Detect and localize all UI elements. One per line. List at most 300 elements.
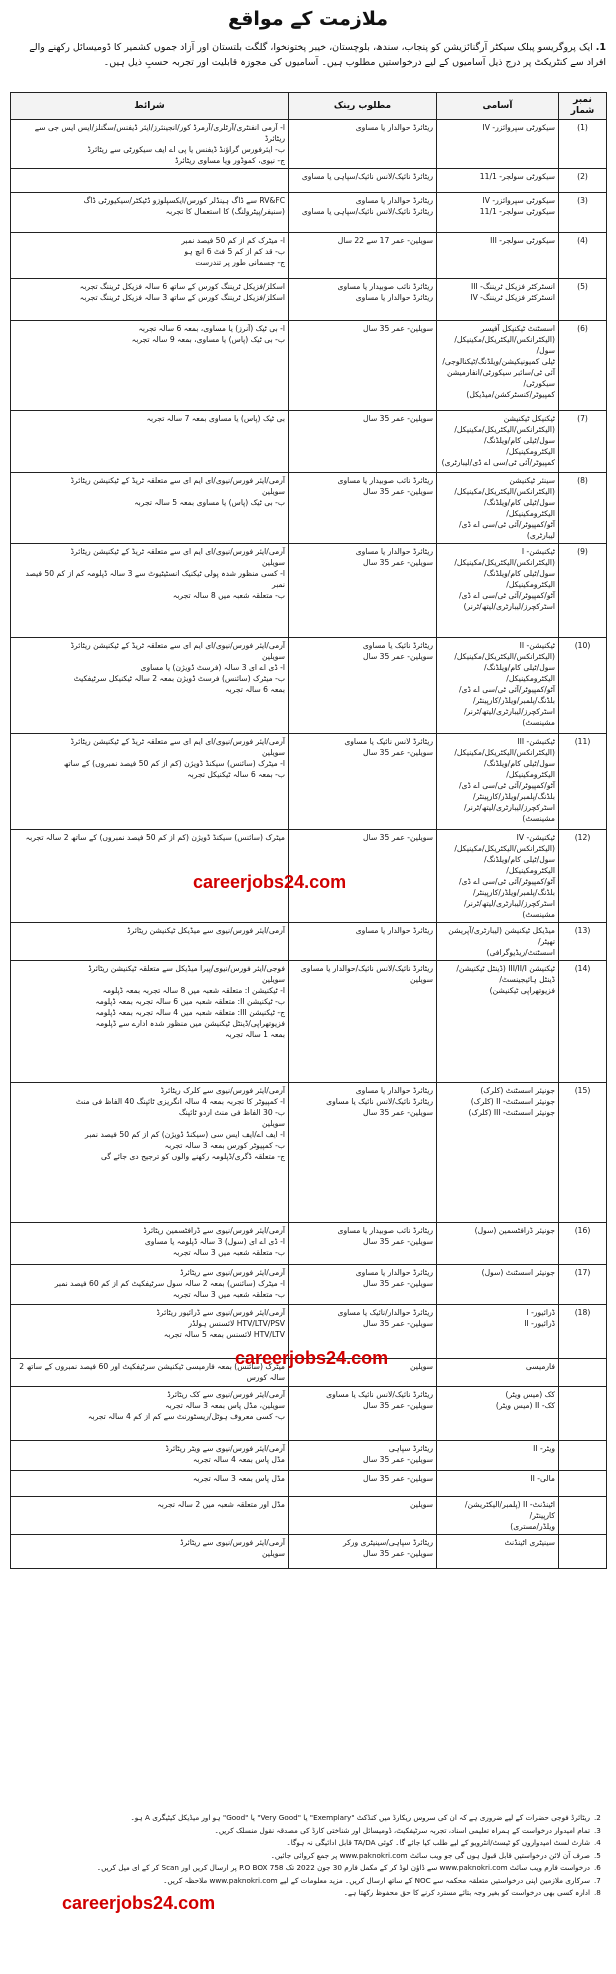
condition-line: ب- متعلقہ شعبہ میں 3 سالہ تجربہ [172, 1290, 285, 1299]
table-row [11, 1471, 607, 1497]
post-line: سینیٹری اٹینڈنٹ [504, 1538, 555, 1547]
row-serial-number: (14) [559, 961, 607, 1083]
post-line: جونیئر اسسٹنٹ- II (کلرک) [470, 1097, 555, 1106]
row-serial-number: (16) [559, 1223, 607, 1265]
row-post-cell [437, 734, 559, 830]
condition-line: ب- متعلقہ شعبہ میں 8 سالہ تجربہ [172, 591, 285, 600]
condition-line: ب- بی ٹیک (پاس) یا مساوی بمعہ 5 سالہ تجربہ [134, 498, 285, 507]
condition-line: ا- ٹیکنیشن I: متعلقہ شعبہ میں 8 سالہ تجربہ بمعہ ڈپلومہ [102, 986, 285, 995]
row-rank-cell [289, 1387, 437, 1441]
post-line: آٹو/کمپیوٹر/آئی ٹی/سی اے ڈی/ [458, 877, 555, 886]
row-conditions-cell [11, 193, 289, 233]
note-number: 8. [594, 1888, 601, 1897]
row-serial-number [559, 1441, 607, 1471]
row-conditions-cell [11, 321, 289, 411]
post-line: کک (میس ویٹر) [505, 1390, 555, 1399]
row-post-cell [437, 1305, 559, 1359]
condition-line: اسکلز/فزیکل ٹریننگ کورس کے ساتھ 6 سالہ فزیکل ٹریننگ تجربہ [79, 282, 285, 291]
rank-line: ریٹائرڈ حوالدار یا مساوی [355, 926, 433, 935]
row-rank-cell [289, 1441, 437, 1471]
rank-line: ریٹائرڈ حوالدار یا مساوی [355, 123, 433, 132]
post-line: سول/ٹیلی کام/ویلڈنگ/الیکٹرومکینیکل/ [484, 663, 555, 683]
row-serial-number [559, 1497, 607, 1535]
row-post-cell [437, 1359, 559, 1387]
rank-line: ریٹائرڈ نائب صوبیدار یا مساوی [337, 1226, 433, 1235]
rank-line: سویلین- عمر 35 سال [363, 1319, 433, 1328]
condition-line: آرمی/ایئر فورس/نیوی سے ڈرافٹسمین ریٹائرڈ [143, 1226, 285, 1235]
post-line: ٹیکنیکل ٹیکنیشن [503, 414, 555, 423]
row-rank-cell [289, 734, 437, 830]
post-line: سیکورٹی سولجر- 11/1 [479, 207, 555, 216]
condition-line: ا- آرمی انفنٹری/آرٹلری/آرمرڈ کور/انجینئرز/ایئر ڈیفنس/سگنلز/ایس ایس جی سے ریٹائرڈ [34, 123, 285, 143]
condition-line: سویلین [262, 1119, 285, 1128]
condition-line: ج- ٹیکنیشن III: متعلقہ شعبہ میں 4 سالہ تجربہ بمعہ ڈپلومہ [95, 1008, 285, 1017]
rank-line: سویلین- عمر 35 سال [363, 1549, 433, 1558]
rank-line: سویلین- عمر 35 سال [363, 1108, 433, 1117]
table-row [11, 233, 607, 279]
note-item [10, 1850, 606, 1863]
rank-line: سویلین- عمر 35 سال [363, 1279, 433, 1288]
post-line: سول/ٹیلی کام/ویلڈنگ/الیکٹرومکینیکل/ [484, 498, 555, 518]
rank-line: سویلین- عمر 35 سال [363, 414, 433, 423]
post-line: بلڈنگ/پلمبر/ویلڈر/کارپینٹر/ [473, 888, 555, 897]
condition-line: میٹرک (سائنس) بمعہ فارمیسی ٹیکنیشن سرٹیفکیٹ اور 60 فیصد نمبروں کے ساتھ 2 سالہ کورس [19, 1362, 285, 1382]
table-row [11, 923, 607, 961]
rank-line: ریٹائرڈ نائیک/لانس نائیک یا مساوی [326, 1097, 433, 1106]
condition-line: آرمی/ایئر فورس/نیوی سے ریٹائرڈ [180, 1538, 285, 1547]
row-rank-cell [289, 961, 437, 1083]
post-line: ڈرائیور- I [526, 1308, 555, 1317]
post-line: کمپیوٹر/آئی ٹی/سی اے ڈی/لیبارٹری) [441, 458, 555, 467]
post-line: سیکورٹی سپروائزر- IV [482, 123, 555, 132]
condition-line: RV&FC سے ڈاگ ہینڈلر کورس/ایکسپلوزو ڈٹیکٹر/سیکیورٹی ڈاگ [83, 196, 285, 205]
condition-line: مڈل پاس بمعہ 3 سالہ تجربہ [192, 1474, 285, 1483]
post-line: جونیئر اسسٹنٹ (کلرک) [480, 1086, 555, 1095]
row-post-cell [437, 961, 559, 1083]
rank-line: ریٹائرڈ نائیک/لانس نائیک/سپاہی یا مساوی [301, 207, 433, 216]
row-post-cell [437, 169, 559, 193]
footer-watermark: careerjobs24.com [62, 1893, 216, 1913]
row-rank-cell [289, 279, 437, 321]
table-row [11, 1223, 607, 1265]
condition-line: آرمی/ایئر فورس/نیوی/ای ایم ای سے متعلقہ ٹریڈ کے ٹیکنیشن ریٹائرڈ [70, 737, 285, 746]
note-text: ادارہ کسی بھی درخواست کو بغیر وجہ بتائے مسترد کرنے کا حق محفوظ رکھتا ہے۔ [343, 1888, 590, 1897]
condition-line: HTV/LTV/PSV لائسنس ہولڈر [188, 1319, 285, 1328]
rank-line: ریٹائرڈ حوالدار/نائیک یا مساوی [337, 1308, 433, 1317]
row-serial-number: (18) [559, 1305, 607, 1359]
condition-line: بی ٹیک (پاس) یا مساوی بمعہ 7 سالہ تجربہ [146, 414, 285, 423]
page-title: ملازمت کے مواقع [227, 8, 389, 30]
post-line: میڈیکل ٹیکنیشن (لیبارٹری/آپریشن تھیٹر/ [448, 926, 555, 946]
row-post-cell [437, 233, 559, 279]
condition-line: ا- میٹرک (سائنس) بمعہ 2 سالہ سول سرٹیفکیٹ کم از کم 60 فیصد نمبر [54, 1279, 285, 1288]
row-serial-number: (8) [559, 473, 607, 544]
post-line: جونیئر اسسٹنٹ- III (کلرک) [468, 1108, 555, 1117]
row-post-cell [437, 923, 559, 961]
row-conditions-cell [11, 1497, 289, 1535]
table-row [11, 544, 607, 638]
post-line: ٹیکنیشن- III [517, 737, 555, 746]
post-line: (الیکٹرانکس/الیکٹریکل/مکینیکل/ [454, 487, 555, 496]
rank-line: ریٹائرڈ نائیک/لانس نائیک/سپاہی یا مساوی [301, 172, 433, 181]
row-post-cell [437, 1471, 559, 1497]
row-rank-cell [289, 923, 437, 961]
note-item [10, 1812, 606, 1825]
condition-line: ب- ٹیکنیشن II: متعلقہ شعبہ میں 6 سالہ تجربہ بمعہ ڈپلومہ [95, 997, 285, 1006]
note-item [10, 1875, 606, 1888]
condition-line: HTV/LTV لائسنس بمعہ 5 سالہ تجربہ [163, 1330, 285, 1339]
note-number: 7. [594, 1875, 601, 1885]
row-serial-number [559, 1535, 607, 1569]
rank-line: سویلین- عمر 17 سے 22 سال [337, 236, 433, 245]
post-line: (الیکٹرانکس/الیکٹریکل/مکینیکل/ [454, 558, 555, 567]
note-item [10, 1825, 606, 1838]
row-rank-cell [289, 120, 437, 169]
row-rank-cell [289, 473, 437, 544]
row-rank-cell [289, 321, 437, 411]
condition-line: ب- بی ٹیک (پاس) یا مساوی، بمعہ 9 سالہ تجربہ [131, 335, 285, 344]
post-line: ڈرائیور- II [524, 1319, 555, 1328]
rank-line: سویلین- عمر 35 سال [363, 558, 433, 567]
row-post-cell [437, 411, 559, 473]
table-row [11, 411, 607, 473]
condition-line: آرمی/ایئر فورس/نیوی سے ویٹر ریٹائرڈ [165, 1444, 285, 1453]
condition-line: سویلین [262, 748, 285, 757]
post-line: سول/ٹیلی کام/ویلڈنگ/الیکٹرومکینیکل/ [484, 855, 555, 875]
rank-line: ریٹائرڈ حوالدار یا مساوی [355, 1086, 433, 1095]
condition-line: آرمی/ایئر فورس/نیوی/ای ایم ای سے متعلقہ ٹریڈ کے ٹیکنیشن ریٹائرڈ [70, 547, 285, 556]
post-line: اسٹرکچرز/لیبارٹری/لیتھ/ٹرنر) [463, 602, 555, 611]
post-line: جونیئر ڈرافٹسمین (سول) [474, 1226, 555, 1235]
note-text: درخواست فارم ویب سائٹ www.paknokri.com سے ڈاؤن لوڈ کر کے مکمل فارم 30 جون 2022 تک P.O BOX 758 پر ارسال کریں اور Scan کر کے ای میل کریں۔ [96, 1863, 590, 1872]
post-line: آٹو/کمپیوٹر/آئی ٹی/سی اے ڈی/ [458, 591, 555, 600]
row-rank-cell [289, 1497, 437, 1535]
condition-line: آرمی/ایئر فورس/نیوی/ای ایم ای سے متعلقہ ٹریڈ کے ٹیکنیشن ریٹائرڈ [70, 476, 285, 485]
row-rank-cell [289, 1265, 437, 1305]
condition-line: سویلین [262, 487, 285, 496]
row-conditions-cell [11, 279, 289, 321]
row-post-cell [437, 1083, 559, 1223]
row-post-cell [437, 1535, 559, 1569]
row-conditions-cell [11, 233, 289, 279]
table-row [11, 193, 607, 233]
table-row [11, 279, 607, 321]
row-rank-cell [289, 169, 437, 193]
post-line: ڈینٹل ہائیجینسٹ/ [499, 975, 555, 984]
row-conditions-cell [11, 1265, 289, 1305]
post-line: ٹیکنیشن- IV [516, 833, 555, 842]
row-conditions-cell [11, 1535, 289, 1569]
condition-line: ا- کمپیوٹر کا تجربہ بمعہ 4 سالہ انگریزی ٹائپنگ 40 الفاظ فی منٹ [75, 1097, 285, 1106]
note-item [10, 1837, 606, 1850]
row-post-cell [437, 830, 559, 923]
post-line: ٹیلی کمیونیکیشن/ویلڈنگ/ٹیکنالوجی/ [442, 357, 555, 366]
rank-line: ریٹائرڈ نائیک یا مساوی [362, 641, 433, 650]
condition-line: ا- میٹرک (سائنس) سیکنڈ ڈویژن (کم از کم 50 فیصد نمبروں) کے ساتھ [63, 759, 285, 768]
post-line: آٹو/کمپیوٹر/آئی ٹی/سی اے ڈی/ [458, 781, 555, 790]
rank-line: ریٹائرڈ حوالدار یا مساوی [355, 1268, 433, 1277]
table-row [11, 1387, 607, 1441]
rank-line: سویلین [410, 1362, 433, 1371]
post-line: سیکورٹی سپروائزر- IV [482, 196, 555, 205]
post-line: ٹیکنیشن- I [521, 547, 555, 556]
rank-line: سویلین- عمر 35 سال [363, 833, 433, 842]
post-line: (الیکٹرانکس/الیکٹریکل/مکینیکل/ [454, 425, 555, 434]
row-serial-number: (10) [559, 638, 607, 734]
table-header-row [11, 93, 607, 120]
row-post-cell [437, 193, 559, 233]
row-post-cell [437, 1387, 559, 1441]
table-row [11, 1535, 607, 1569]
row-serial-number: (9) [559, 544, 607, 638]
table-row [11, 1441, 607, 1471]
row-serial-number: (2) [559, 169, 607, 193]
condition-line: مڈل پاس بمعہ 4 سالہ تجربہ [192, 1455, 285, 1464]
rank-line: ریٹائرڈ نائب صوبیدار یا مساوی [337, 476, 433, 485]
condition-line: ب- ایئرفورس گراؤنڈ ڈیفنس یا پی اے ایف سیکورٹی سے ریٹائرڈ [87, 145, 285, 154]
post-line: فارمیسی [525, 1362, 555, 1371]
condition-line: ج- جسمانی طور پر تندرست [195, 258, 285, 267]
note-number: 3. [594, 1825, 601, 1835]
post-line: انسٹرکٹر فزیکل ٹریننگ- III [471, 282, 555, 291]
rank-line: سویلین- عمر 35 سال [363, 1401, 433, 1410]
post-line: بلڈنگ/پلمبر/ویلڈر/کارپینٹر/ [473, 696, 555, 705]
rank-line: ریٹائرڈ سپاہی [388, 1444, 433, 1453]
note-text: شارٹ لسٹ امیدواروں کو ٹیسٹ/انٹرویو کے لیے طلب کیا جائے گا۔ کوئی TA/DA قابل ادائیگی نہ ہوگا۔ [286, 1838, 590, 1847]
post-line: اسسٹنٹ ٹیکنیکل آفیسر [480, 324, 555, 333]
table-row [11, 638, 607, 734]
condition-line: ا- ایف اے/ایف ایس سی (سیکنڈ ڈویژن) کم از کم 50 فیصد نمبر [85, 1130, 285, 1139]
condition-line: ا- کسی منظور شدہ پولی ٹیکنیک انسٹیٹیوٹ سے 3 سالہ ڈپلومہ کم از کم 50 فیصد نمبر [25, 569, 285, 589]
row-rank-cell [289, 1223, 437, 1265]
condition-line: ا- بی ٹیک (آنرز) یا مساوی، بمعہ 6 سالہ تجربہ [138, 324, 285, 333]
table-row [11, 120, 607, 169]
row-conditions-cell [11, 411, 289, 473]
table-row [11, 169, 607, 193]
intro-paragraph [0, 40, 616, 92]
watermark-text: careerjobs24.com [193, 872, 347, 892]
post-line: (الیکٹرانکس/الیکٹریکل/مکینیکل/ [454, 748, 555, 757]
table-row [11, 1265, 607, 1305]
table-row [11, 473, 607, 544]
post-line: بلڈنگ/پلمبر/ویلڈر/کارپینٹر/ [473, 792, 555, 801]
row-conditions-cell [11, 169, 289, 193]
row-serial-number: (17) [559, 1265, 607, 1305]
row-rank-cell [289, 233, 437, 279]
post-line: ویلڈر/مستری) [510, 1522, 555, 1531]
note-text: ریٹائرڈ فوجی حضرات کے لیے ضروری ہے کہ ان کی سروس ریکارڈ میں کنڈکٹ "Exemplary" یا "Very Good" یا "Good" ہو اور میڈیکل کیٹیگری A ہو۔ [130, 1813, 590, 1822]
condition-line: اسکلز/فزیکل ٹریننگ کورس کے ساتھ 3 سالہ فزیکل ٹریننگ تجربہ [79, 293, 285, 302]
row-conditions-cell [11, 544, 289, 638]
post-line: مالی- II [530, 1474, 555, 1483]
note-text: سرکاری ملازمین اپنی درخواستیں متعلقہ محکمہ سے NOC کے ساتھ ارسال کریں۔ مزید معلومات کے لیے www.paknokri.com ملاحظہ کریں۔ [163, 1875, 590, 1885]
condition-line: ب- بمعہ 6 سالہ ٹیکنیکل تجربہ [187, 770, 285, 779]
post-line: اسٹرکچرز/لیبارٹری/لیتھ/ٹرنر/مشینسٹ) [464, 803, 555, 823]
post-line: انسٹرکٹر فزیکل ٹریننگ- IV [470, 293, 555, 302]
post-line: اسسٹنٹ/ریڈیوگرافی) [486, 948, 555, 957]
condition-line: ب- میٹرک (سائنس) فرسٹ ڈویژن بمعہ 2 سالہ ٹیکنیکل سرٹیفکیٹ [73, 674, 285, 683]
rank-line: ریٹائرڈ نائیک/لانس نائیک/حوالدار یا مساوی [300, 964, 433, 973]
row-rank-cell [289, 1535, 437, 1569]
rank-line: سویلین- عمر 35 سال [363, 324, 433, 333]
post-line: کک- II (میس ویٹر) [495, 1401, 555, 1410]
condition-line: ج- نیوی، کموڈور ویا مساوی ریٹائرڈ [174, 156, 285, 165]
row-conditions-cell [11, 1441, 289, 1471]
row-serial-number: (13) [559, 923, 607, 961]
row-serial-number: (4) [559, 233, 607, 279]
rank-line: سویلین- عمر 35 سال [363, 1237, 433, 1246]
post-line: سینئر ٹیکنیشن [509, 476, 555, 485]
row-serial-number: (3) [559, 193, 607, 233]
row-serial-number: (7) [559, 411, 607, 473]
post-line: سول/ٹیلی کام/ویلڈنگ/الیکٹرومکینیکل/ [484, 569, 555, 589]
row-conditions-cell [11, 1471, 289, 1497]
rank-line: ریٹائرڈ حوالدار یا مساوی [355, 547, 433, 556]
post-line: سول/ٹیلی کام/ویلڈنگ/الیکٹرومکینیکل/ [484, 759, 555, 779]
row-serial-number [559, 1359, 607, 1387]
row-serial-number: (5) [559, 279, 607, 321]
condition-line: سویلین [262, 1549, 285, 1558]
condition-line: ب- 30 الفاظ فی منٹ اردو ٹائپنگ [178, 1108, 285, 1117]
post-line: آئی ٹی/سائبر سیکورٹی/انفارمیشن سیکورٹی/ [446, 368, 555, 388]
post-line: ٹیکنیشن III/II/I (ڈینٹل ٹیکنیشن/ [456, 964, 555, 973]
post-line: آٹو/کمپیوٹر/آئی ٹی/سی اے ڈی/ [458, 685, 555, 694]
rank-line: سویلین- عمر 35 سال [363, 1455, 433, 1464]
condition-line: آرمی/ایئر فورس/نیوی سے کلرک ریٹائرڈ [160, 1086, 285, 1095]
table-row [11, 1497, 607, 1535]
row-conditions-cell [11, 473, 289, 544]
row-post-cell [437, 321, 559, 411]
row-post-cell [437, 279, 559, 321]
table-row [11, 734, 607, 830]
note-number: 2. [594, 1813, 601, 1822]
rank-line: ریٹائرڈ لانس نائیک یا مساوی [344, 737, 433, 746]
note-number: 6. [594, 1863, 601, 1872]
rank-line: ریٹائرڈ حوالدار یا مساوی [355, 293, 433, 302]
post-line: آٹو/کمپیوٹر/آئی ٹی/سی اے ڈی/لیبارٹری) [458, 520, 555, 540]
row-conditions-cell [11, 120, 289, 169]
condition-line: ب- قد کم از کم 5 فٹ 6 انچ ہو [184, 247, 285, 256]
row-conditions-cell [11, 1223, 289, 1265]
row-conditions-cell [11, 923, 289, 961]
condition-line: ب- کسی معروف ہوٹل/ریسٹورنٹ سے کم از کم 4 سالہ تجربہ [88, 1412, 285, 1421]
note-item [10, 1862, 606, 1875]
row-post-cell [437, 544, 559, 638]
post-line: ویٹر- II [533, 1444, 555, 1453]
row-serial-number: (11) [559, 734, 607, 830]
table-row [11, 961, 607, 1083]
row-rank-cell [289, 411, 437, 473]
condition-line: بمعہ 1 سالہ تجربہ [225, 1030, 285, 1039]
row-rank-cell [289, 638, 437, 734]
condition-line: ا- ڈی اے ای (سول) 3 سالہ ڈپلومہ یا مساوی [144, 1237, 285, 1246]
note-number: 5. [594, 1850, 601, 1860]
condition-line: آرمی/ایئر فورس/نیوی/ای ایم ای سے متعلقہ ٹریڈ کے ٹیکنیشن ریٹائرڈ [70, 641, 285, 650]
header-serial-number: نمبر شمار [559, 93, 607, 120]
rank-line: ریٹائرڈ نائب صوبیدار یا مساوی [337, 282, 433, 291]
row-serial-number: (1) [559, 120, 607, 169]
row-post-cell [437, 1265, 559, 1305]
condition-line: سویلین، مڈل پاس بمعہ 3 سالہ تجربہ [165, 1401, 285, 1410]
table-row [11, 1083, 607, 1223]
rank-line: ریٹائرڈ حوالدار یا مساوی [355, 196, 433, 205]
intro-number: 1. [595, 42, 606, 53]
row-conditions-cell [11, 1083, 289, 1223]
post-line: (الیکٹرانکس/الیکٹریکل/مکینیکل/سول/ [454, 335, 555, 355]
header-required-rank: مطلوب رینک [289, 93, 437, 120]
row-rank-cell [289, 193, 437, 233]
condition-line: سویلین [262, 975, 285, 984]
row-rank-cell [289, 544, 437, 638]
row-rank-cell [289, 1083, 437, 1223]
condition-line: آرمی/ایئر فورس/نیوی سے کک ریٹائرڈ [167, 1390, 285, 1399]
row-serial-number [559, 1387, 607, 1441]
row-serial-number [559, 1471, 607, 1497]
condition-line: مڈل اور متعلقہ شعبہ میں 2 سالہ تجربہ [157, 1500, 285, 1509]
row-serial-number: (15) [559, 1083, 607, 1223]
rank-line: سویلین [410, 1500, 433, 1509]
note-text: صرف آن لائن درخواستیں قابل قبول ہوں گی جو ویب سائٹ www.paknokri.com پر جمع کروائی جائیں۔ [270, 1850, 590, 1860]
post-line: سیکورٹی سولجر- 11/1 [479, 172, 555, 181]
condition-line: سویلین [262, 558, 285, 567]
rank-line: سویلین- عمر 35 سال [363, 652, 433, 661]
row-conditions-cell [11, 638, 289, 734]
row-post-cell [437, 1223, 559, 1265]
post-line: سیکورٹی سولجر- III [490, 236, 555, 245]
post-line: اسٹرکچرز/لیبارٹری/لیتھ/ٹرنر/مشینسٹ) [464, 899, 555, 919]
condition-line: فزیوتھراپی/ڈینٹل ٹیکنیشن میں منظور شدہ ادارے سے ڈپلومہ [95, 1019, 285, 1028]
intro-text: ایک پروگریسو پبلک سیکٹر آرگنائزیشن کو پنجاب، سندھ، بلوچستان، خیبر پختونخوا، گلگت بلتستان اور آزاد جموں کشمیر کا ڈومیسائل رکھنے والے افراد سے کنٹریکٹ پر درج ذیل آسامیوں کے لیے درخواستیں مطلوب ہیں۔ آسامیوں کی مجوزہ قابلیت اور تجربہ حسبِ ذیل ہیں۔ [29, 42, 606, 68]
row-post-cell [437, 120, 559, 169]
note-number: 4. [594, 1838, 601, 1847]
note-text: تمام امیدوار درخواست کے ہمراہ تعلیمی اسناد، تجربہ سرٹیفکیٹ، ڈومیسائل اور شناختی کارڈ کی مصدقہ نقول منسلک کریں۔ [214, 1825, 590, 1835]
condition-line: ب- کمپیوٹر کورس بمعہ 3 سالہ تجربہ [164, 1141, 285, 1150]
condition-line: ج- متعلقہ ڈگری/ڈپلومہ رکھنے والوں کو ترجیح دی جائے گی [100, 1152, 285, 1161]
row-post-cell [437, 1497, 559, 1535]
row-serial-number: (6) [559, 321, 607, 411]
watermark-text: careerjobs24.com [235, 1348, 389, 1368]
post-line: اسٹرکچرز/لیبارٹری/لیتھ/ٹرنر/مشینسٹ) [464, 707, 555, 727]
row-rank-cell [289, 1471, 437, 1497]
rank-line: سویلین [410, 975, 433, 984]
condition-line: آرمی/ایئر فورس/نیوی سے میڈیکل ٹیکنیشن ریٹائرڈ [127, 926, 285, 935]
table-row [11, 321, 607, 411]
rank-line: سویلین- عمر 35 سال [363, 748, 433, 757]
condition-line: فوجی/ایئر فورس/نیوی/پیرا میڈیکل سے متعلقہ ٹیکنیشن ریٹائرڈ [88, 964, 285, 973]
rank-line: ریٹائرڈ نائیک/لانس نائیک یا مساوی [326, 1390, 433, 1399]
header-conditions: شرائط [11, 93, 289, 120]
row-serial-number: (12) [559, 830, 607, 923]
post-line: (الیکٹرانکس/الیکٹریکل/مکینیکل/ [454, 652, 555, 661]
post-line: کمپیوٹر/کنسٹرکشن/میڈیکل) [466, 390, 555, 399]
row-post-cell [437, 638, 559, 734]
condition-line: میٹرک (سائنس) سیکنڈ ڈویژن (کم از کم 50 فیصد نمبروں) کے ساتھ 2 سالہ تجربہ [25, 833, 285, 842]
notes-section [10, 1812, 606, 1900]
row-conditions-cell [11, 734, 289, 830]
condition-line: آرمی/ایئر فورس/نیوی سے ڈرائیور ریٹائرڈ [156, 1308, 285, 1317]
post-line: فزیوتھراپی ٹیکنیشن) [489, 986, 555, 995]
condition-line: آرمی/ایئر فورس/نیوی سے ریٹائرڈ [180, 1268, 285, 1277]
condition-line: ا- میٹرک کم از کم 50 فیصد نمبر [181, 236, 285, 245]
row-conditions-cell [11, 961, 289, 1083]
post-line: ٹیکنیشن- II [519, 641, 555, 650]
post-line: جونیئر اسسٹنٹ (سول) [481, 1268, 555, 1277]
row-conditions-cell [11, 1387, 289, 1441]
condition-line: سویلین [262, 652, 285, 661]
header-post: آسامی [437, 93, 559, 120]
row-post-cell [437, 473, 559, 544]
post-line: سول/ٹیلی کام/ویلڈنگ/الیکٹرومکینیکل/ [484, 436, 555, 456]
